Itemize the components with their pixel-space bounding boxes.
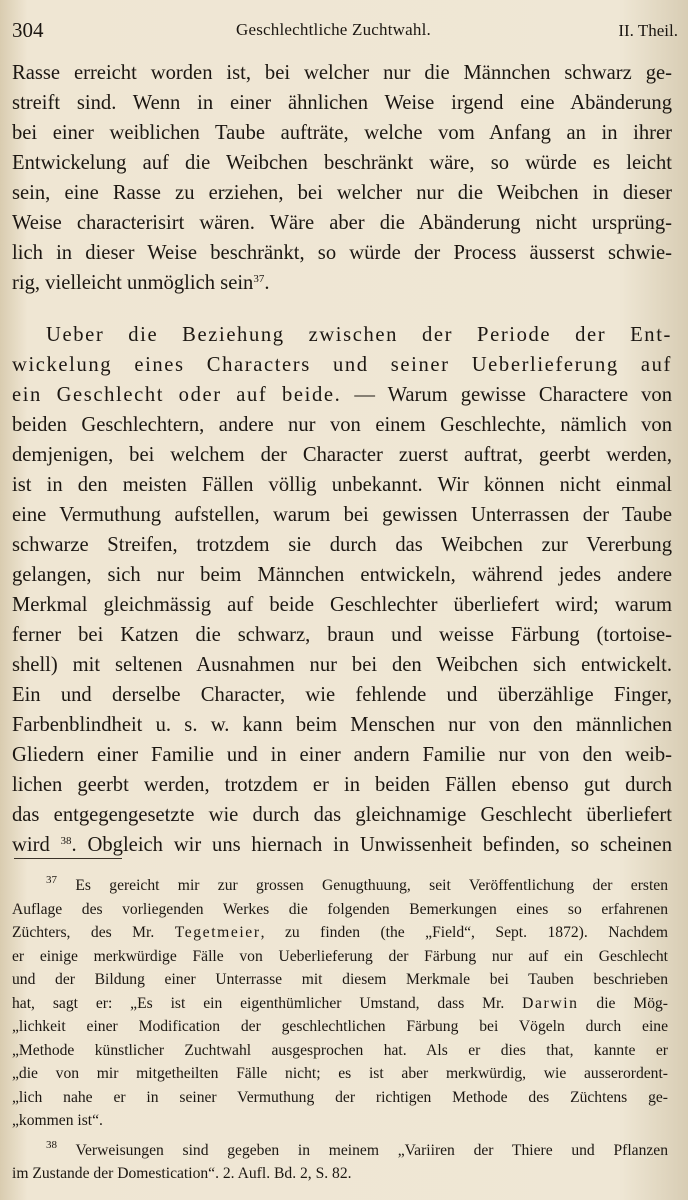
text-line: lichen geerbt werden, trotzdem er in beiden Fällen ebenso gut durch — [12, 774, 672, 796]
text-line: demjenigen, bei welchem der Character zuerst auftrat, geerbt werden, — [12, 444, 672, 466]
text-line: Ein und derselbe Character, wie fehlende und überzählige Finger, — [12, 684, 672, 706]
section-heading: ein Geschlecht oder auf beide. — [12, 384, 342, 406]
text-fragment: die Mög- — [578, 994, 668, 1012]
footnote-ref-37[interactable]: 37 — [253, 273, 265, 285]
running-title: Geschlechtliche Zuchtwahl. — [236, 20, 431, 39]
text-line: „kommen ist“. — [12, 1112, 103, 1129]
text-line: schwarze Streifen, trotzdem sie durch das Weibchen zur Vererbung — [12, 534, 672, 556]
text-line: „lichkeit einer Modification der geschlechtlichen Färbung bei Vögeln durch eine — [12, 1018, 668, 1035]
section-heading: Ueber die Beziehung zwischen der Periode der Ent- — [46, 324, 672, 346]
text-line — [12, 350, 672, 380]
text-line — [12, 992, 668, 1016]
text-line: das entgegengesetzte wie durch das gleichnamige Geschlecht überliefert — [12, 804, 672, 826]
text-line: ferner bei Katzen die schwarz, braun und weisse Färbung (tortoise- — [12, 624, 672, 646]
text-line: eine Vermuthung aufstellen, warum bei gewissen Unterrassen der Taube — [12, 504, 672, 526]
text-fragment: Es gereicht mir zur grossen Genugthuung, seit Veröffentlichung der ersten — [75, 877, 668, 894]
text-line: ist in den meisten Fällen völlig unbekannt. Wir können nicht einmal — [12, 474, 672, 496]
text-line: „lich nahe er in seiner Vermuthung der richtigen Methode des Züchtens ge- — [12, 1088, 668, 1106]
footnote-marker: 37 — [46, 874, 57, 886]
text-line: er einige merkwürdige Fälle von Ueberlieferung der Färbung nur auf ein Geschlecht — [12, 947, 668, 965]
text-line: bei einer weiblichen Taube aufträte, welche vom Anfang an in ihrer — [12, 122, 672, 144]
text-line: Rasse erreicht worden ist, bei welcher nur die Männchen schwarz ge- — [12, 62, 672, 84]
running-header — [12, 18, 678, 44]
text-line: beiden Geschlechtern, andere nur von einem Geschlechte, nämlich von — [12, 414, 672, 436]
text-line: Farbenblindheit u. s. w. kann beim Menschen nur von den männlichen — [12, 714, 672, 736]
text-line: „die von mir mitgetheilten Fälle nicht; es ist aber merkwürdig, wie ausserordent- — [12, 1065, 668, 1082]
text-line: Auflage des vorliegenden Werkes die folgenden Bemerkungen eines so erfahrenen — [12, 900, 668, 918]
footnotes — [12, 874, 668, 1186]
text-line: „Methode künstlicher Zuchtwahl ausgesprochen hat. Als er dies that, kannte er — [12, 1041, 668, 1059]
page-number: 304 — [12, 18, 44, 42]
text-fragment: . — [264, 272, 270, 294]
text-fragment: , zu finden (the „Field“, Sept. 1872). Nachdem — [260, 924, 668, 941]
text-line — [12, 380, 672, 410]
text-line — [12, 268, 672, 298]
text-line: Entwickelung auf die Weibchen beschränkt wäre, so würde es leicht — [12, 152, 672, 174]
text-fragment: wird — [12, 834, 50, 856]
paragraph-2 — [12, 320, 672, 860]
text-line: gelangen, sich nur beim Männchen entwickeln, während jedes andere — [12, 564, 672, 586]
text-fragment: hat, sagt er: „Es ist ein eigenthümlicher Umstand, dass Mr. — [12, 994, 523, 1012]
section-heading: wickelung eines Characters und seiner Ueberlieferung auf — [12, 354, 672, 376]
text-fragment: rig, vielleicht unmöglich sein — [12, 272, 254, 294]
text-line: shell) mit seltenen Ausnahmen nur bei den Weibchen sich entwickelt. — [12, 654, 672, 676]
part-label: II. Theil. — [618, 21, 678, 40]
footnote-37 — [12, 874, 668, 898]
text-line: sein, eine Rasse zu erziehen, bei welcher nur die Weibchen in dieser — [12, 182, 672, 204]
text-line: Merkmal gleichmässig auf beide Geschlechter überliefert wird; warum — [12, 594, 672, 616]
text-line — [12, 320, 672, 350]
text-line: lich in dieser Weise beschränkt, so würde der Process äusserst schwie- — [12, 242, 672, 264]
text-line: und der Bildung einer Unterrasse mit diesem Merkmale bei Tauben beschrieben — [12, 971, 668, 988]
text-line — [12, 830, 672, 860]
footnote-ref-38[interactable]: 38 — [60, 835, 72, 847]
text-line: im Zustande der Domestication“. 2. Aufl. Bd. 2, S. 82. — [12, 1165, 352, 1182]
text-fragment: Züchters, des Mr. — [12, 924, 175, 941]
author-name: Darwin — [522, 994, 579, 1012]
text-line: Weise characterisirt wären. Wäre aber die Abänderung nicht ursprüng- — [12, 212, 672, 234]
footnote-38 — [12, 1139, 668, 1163]
text-fragment: . Obgleich wir uns hiernach in Unwissenheit befinden, so scheinen — [71, 834, 672, 856]
footnote-marker: 38 — [46, 1138, 57, 1151]
paragraph-1 — [12, 58, 672, 298]
footnote-rule — [14, 858, 122, 859]
text-line — [12, 921, 668, 945]
text-line: Gliedern einer Familie und in einer andern Familie nur von den weib- — [12, 744, 672, 766]
text-line: streift sind. Wenn in einer ähnlichen Weise irgend eine Abänderung — [12, 92, 672, 114]
author-name: Tegetmeier — [174, 924, 261, 941]
text-fragment: Verweisungen sind gegeben in meinem „Variiren der Thiere und Pflanzen — [75, 1141, 668, 1159]
text-fragment: — Warum gewisse Charactere von — [341, 384, 672, 406]
